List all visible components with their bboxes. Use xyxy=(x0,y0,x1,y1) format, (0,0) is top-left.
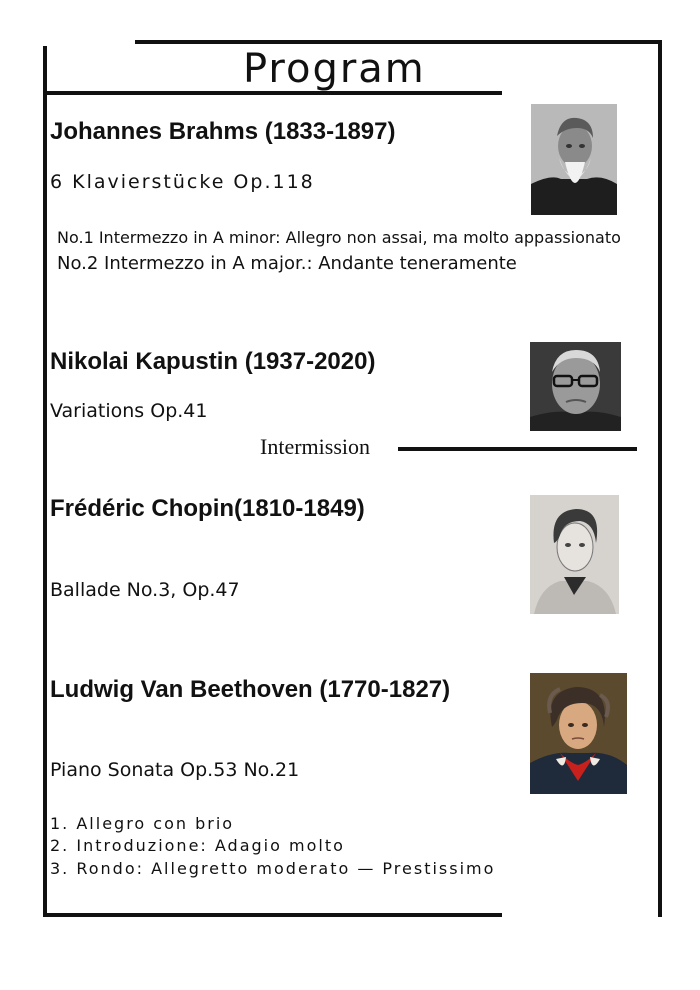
beethoven-movement-1: 1. Allegro con brio xyxy=(50,814,235,833)
work-beethoven: Piano Sonata Op.53 No.21 xyxy=(50,759,300,781)
intermission-line xyxy=(398,447,637,451)
work-brahms: 6 Klavierstücke Op.118 xyxy=(50,171,315,193)
composer-kapustin: Nikolai Kapustin (1937-2020) xyxy=(50,348,376,375)
frame-bottom-line xyxy=(43,913,502,917)
page-title: Program xyxy=(243,46,426,92)
intermission-label: Intermission xyxy=(260,434,370,459)
work-kapustin: Variations Op.41 xyxy=(50,400,208,422)
brahms-detail-1: No.1 Intermezzo in A minor: Allegro non assai, ma molto appassionato xyxy=(57,228,621,247)
beethoven-portrait xyxy=(530,673,627,794)
brahms-portrait xyxy=(531,104,617,215)
frame-top-line xyxy=(135,40,662,44)
composer-beethoven: Ludwig Van Beethoven (1770-1827) xyxy=(50,676,451,703)
work-chopin: Ballade No.3, Op.47 xyxy=(50,579,240,601)
kapustin-portrait xyxy=(530,342,621,431)
composer-chopin: Frédéric Chopin(1810-1849) xyxy=(50,495,365,522)
beethoven-movement-2: 2. Introduzione: Adagio molto xyxy=(50,836,345,855)
frame-left-line xyxy=(43,46,47,916)
chopin-portrait xyxy=(530,495,619,614)
brahms-detail-2: No.2 Intermezzo in A major.: Andante teneramente xyxy=(57,253,517,274)
composer-brahms: Johannes Brahms (1833-1897) xyxy=(50,118,396,145)
beethoven-movement-3: 3. Rondo: Allegretto moderato — Prestissimo xyxy=(50,859,496,878)
frame-right-line xyxy=(658,44,662,917)
